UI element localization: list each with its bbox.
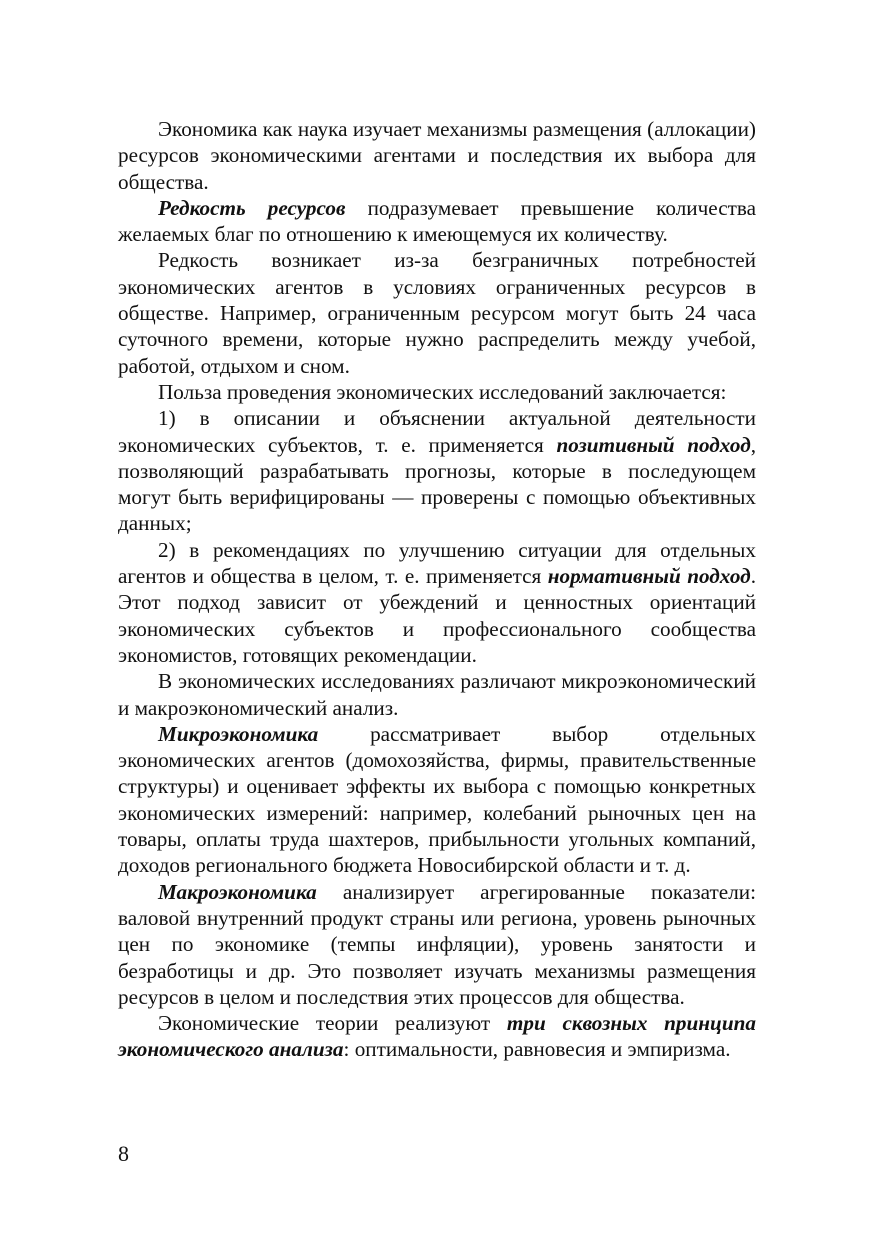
paragraph-macroeconomics: Макроэкономика анализирует агрегированные показатели: валовой внутренний продукт страны или региона, уровень рыночных цен по экономике (темпы инфляции), уровень занятости и безработицы и др. Это позволяет изучать механизмы размещения ресурсов в целом и последствия этих процессов для общества.: [118, 879, 756, 1009]
paragraph-three-principles: Экономические теории реализуют три сквозных принципа экономического анализа: оптимальности, равновесия и эмпиризма.: [118, 1011, 756, 1062]
paragraph-economics-definition: Экономика как наука изучает механизмы размещения (аллокации) ресурсов экономическими агентами и последствия их выбора для общества.: [118, 117, 756, 194]
term-three-principles: три сквозных принципа экономического анализа: [118, 1011, 756, 1062]
page-body: [118, 116, 756, 1063]
paragraph-micro-macro: В экономических исследованиях различают микроэкономический и макроэкономический анализ.: [118, 669, 756, 720]
list-item-normative-approach: 2) в рекомендациях по улучшению ситуации для отдельных агентов и общества в целом, т. е. применяется нормативный подход. Этот подход зависит от убеждений и ценностных ориентаций экономических субъектов и профессионального сообщества экономистов, готовящих рекомендации.: [118, 537, 756, 667]
paragraph-scarcity-causes: Редкость возникает из-за безграничных потребностей экономических агентов в условиях ограниченных ресурсов в обществе. Например, ограниченным ресурсом могут быть 24 часа суточного времени, которые нужно распределить между учебой, работой, отдыхом и сном.: [118, 248, 756, 378]
term-positive-approach: позитивный подход: [556, 432, 751, 457]
page-number: 8: [118, 1141, 129, 1166]
paragraph-scarcity: Редкость ресурсов подразумевает превышение количества желаемых благ по отношению к имеющемуся их количеству.: [118, 195, 756, 247]
paragraph-microeconomics: Микроэкономика рассматривает выбор отдельных экономических агентов (домохозяйства, фирмы, правительственные структуры) и оценивает эффекты их выбора с помощью конкретных экономических измерений: например, колебаний рыночных цен на товары, оплаты труда шахтеров, прибыльности угольных компаний, доходов регионального бюджета Новосибирской области и т. д.: [118, 721, 756, 878]
term-resource-scarcity: Редкость ресурсов: [158, 195, 346, 220]
paragraph-research-benefits: Польза проведения экономических исследований заключается:: [158, 379, 727, 404]
list-item-positive-approach: 1) в описании и объяснении актуальной деятельности экономических субъектов, т. е. применяется позитивный подход, позволяющий разрабатывать прогнозы, которые в последующем могут быть верифицированы — проверены с помощью объективных данных;: [118, 406, 756, 536]
term-microeconomics: Микроэкономика: [158, 721, 319, 746]
term-macroeconomics: Макроэкономика: [158, 879, 317, 904]
term-normative-approach: нормативный подход: [547, 564, 751, 589]
